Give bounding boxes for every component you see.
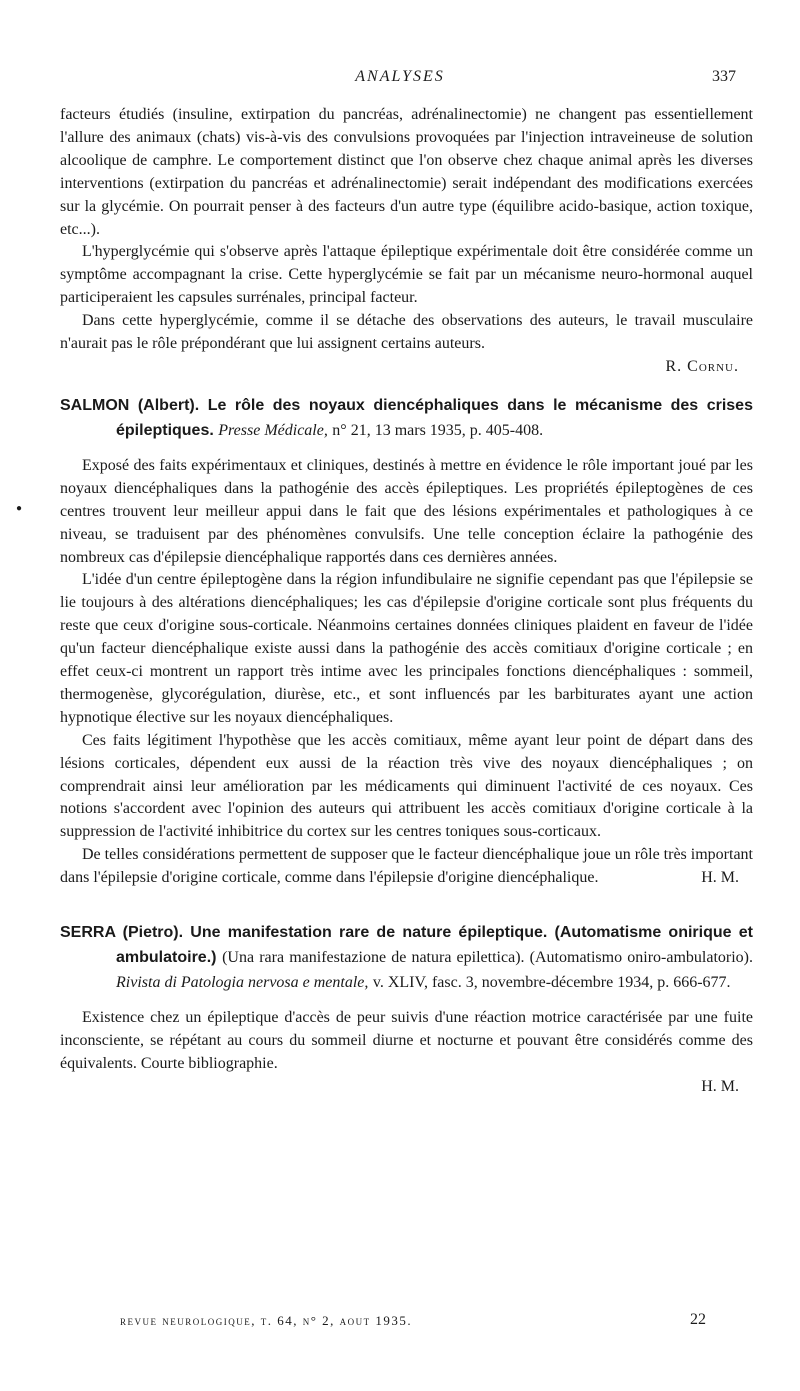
entry-title: Le rôle des noyaux diencéphaliques dans le mécanisme des crises épileptiques. [116, 396, 753, 439]
entry-original-title: (Una rara manifestazione de natura epilettica). (Automatismo oniro-ambulatorio). [222, 949, 753, 967]
intro-paragraph-2: L'hyperglycémie qui s'observe après l'attaque épileptique expérimentale doit être considérée comme un symptôme accompagnant la crise. Cette hyperglycémie se fait par un mécanisme neuro-hormonal auquel participeraient les capsules surrénales, principal facteur. [60, 243, 753, 307]
intro-paragraph-1: facteurs étudiés (insuline, extirpation du pancréas, adrénalinectomie) ne changent pas essentiellement l'allure des animaux (chats) vis-à-vis des convulsions provoquées par l'injection intraveineuse de solution alcoolique de camphre. Le comportement distinct que l'on observe chez chaque animal après les diverses interventions (extirpation du pancréas et adrénalinectomie) serait indépendant des modifications exercées sur la glycémie. On pourrait penser à des facteurs d'un autre type (équilibre acido-basique, action toxique, etc...). [60, 106, 753, 238]
serra-paragraph-1: Existence chez un épileptique d'accès de peur suivis d'une réaction motrice caractérisée par une fuite inconsciente, se répétant au cours du sommeil diurne et nocturne et pouvant être considérés comme des équivalents. Courte bibliographie. [60, 1009, 753, 1072]
intro-paragraph-3: Dans cette hyperglycémie, comme il se détache des observations des auteurs, le travail musculaire n'aurait pas le rôle prépondérant que lui assignent certains auteurs. [60, 312, 753, 353]
entry-title: Une manifestation rare de nature épileptique. (Automatisme onirique et ambulatoire.) [116, 924, 753, 967]
entry-journal: Rivista di Patologia nervosa e mentale, [116, 974, 369, 992]
entry-citation: v. XLIV, fasc. 3, novembre-décembre 1934, p. 666-677. [372, 974, 731, 992]
margin-dot-icon: ● [16, 503, 23, 514]
entry-journal: Presse Médicale, [218, 421, 328, 439]
signature-cornu: R. Cornu. [665, 357, 739, 375]
salmon-paragraph-1: Exposé des faits expérimentaux et cliniques, destinés à mettre en évidence le rôle important joué par les noyaux diencéphaliques dans la pathogénie des accès épileptiques. Les propriétés épileptogènes de ces centres trouvent leur meilleur appui dans le fait que des lésions expérimentales et pathologiques à ce niveau, se traduisent par des phénomènes convulsifs. Une telle conception éclaire la pathogénie des nombreux cas d'épilepsie diencéphalique rapportés dans ces dernières années. [60, 456, 753, 566]
entry-author: SERRA (Pietro). [60, 924, 184, 942]
page-number: 337 [712, 68, 736, 85]
salmon-paragraph-2: L'idée d'un centre épileptogène dans la région infundibulaire ne signifie cependant pas que l'épilepsie se lie toujours à des altérations diencéphaliques; les cas d'épilepsie d'origine corticale sont plus fréquents du reste que ceux d'origine sous-corticale. Néanmoins certaines données cliniques plaident en faveur de l'idée qu'un facteur diencéphalique existe aussi dans la pathogénie des accès comitiaux d'origine corticale ; en effet ceux-ci montrent un rapport très intime avec les principales fonctions diencéphaliques : sommeil, thermogenèse, glycorégulation, diurèse, etc., et sont influencés par les barbiturates ayant une action hypnotique élective sur les noyaux diencéphaliques. [60, 571, 753, 726]
entry-citation: n° 21, 13 mars 1935, p. 405-408. [332, 421, 544, 439]
main-column [60, 104, 753, 1099]
signature-hm-1: H. M. [701, 869, 739, 887]
entry-heading-serra [60, 920, 753, 995]
running-header: ANALYSES [355, 68, 445, 85]
signature-hm-2: H. M. [701, 1077, 739, 1095]
entry-heading-salmon [60, 393, 753, 443]
footer-sheet-number: 22 [690, 1311, 706, 1328]
footer-journal-reference: revue neurologique, t. 64, n° 2, aout 1935. [120, 1313, 413, 1328]
salmon-paragraph-3: Ces faits légitiment l'hypothèse que les accès comitiaux, même ayant leur point de départ dans des lésions corticales, dépendent eux aussi de la réaction très vive des noyaux diencéphaliques ; on comprendrait ainsi leur amélioration par les médicaments qui diminuent l'activité de ces noyaux. Ces notions s'accordent avec l'opinion des auteurs qui attribuent les accès comitiaux d'origine corticale à la suppression de l'activité inhibitrice du cortex sur les centres toniques sous-corticaux. [60, 731, 753, 841]
entry-author: SALMON (Albert). [60, 396, 200, 414]
salmon-paragraph-4: De telles considérations permettent de supposer que le facteur diencéphalique joue un rôle très important dans l'épilepsie d'origine corticale, comme dans l'épilepsie d'origine diencéphalique. [60, 846, 753, 887]
